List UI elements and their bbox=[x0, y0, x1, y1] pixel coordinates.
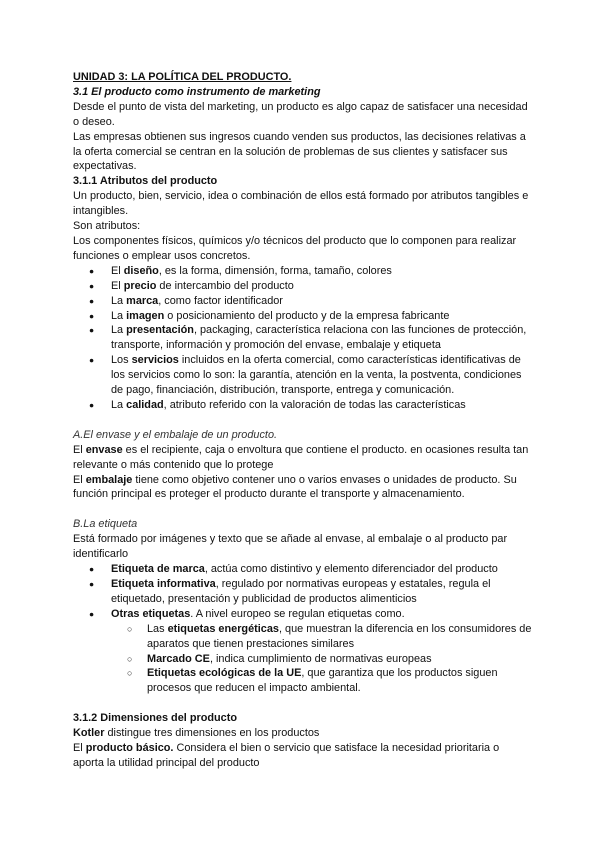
list-item: ● El precio de intercambio del producto bbox=[111, 279, 533, 294]
paragraph: Son atributos: bbox=[73, 220, 141, 233]
attributes-list bbox=[73, 264, 533, 413]
paragraph: El envase es el recipiente, caja o envoltura que contiene el producto. en ocasiones resulta tan relevante o más contenido que lo protege bbox=[73, 443, 529, 471]
list-item: ● Etiqueta de marca, actúa como distintivo y elemento diferenciador del producto bbox=[111, 562, 533, 577]
list-item: ● Etiqueta informativa, regulado por normativas europeas y estatales, regula el etiquetado, presentación y publicidad de productos alimenticios bbox=[111, 577, 533, 607]
section-b-heading: B.La etiqueta bbox=[73, 518, 138, 531]
paragraph: El embalaje tiene como objetivo contener uno o varios envases o unidades de producto. Su función principal es proteger el producto durante el transporte y almacenamiento. bbox=[73, 473, 517, 501]
list-item: ● Los servicios incluidos en la oferta comercial, como características identificativas de los servicios como lo son: la garantía, atención en la venta, la postventa, condiciones de pago, financiación, distribución, transporte, entrega y comunicación. bbox=[111, 353, 533, 398]
sub-list-item: ○ Etiquetas ecológicas de la UE, que garantiza que los productos siguen procesos que reducen el impacto ambiental. bbox=[147, 666, 533, 696]
section-3-1-1-heading: 3.1.1 Atributos del producto bbox=[73, 175, 218, 188]
document-page bbox=[73, 70, 533, 771]
sub-list-item: ○ Las etiquetas energéticas, que muestran la diferencia en los consumidores de aparatos que tienen prestaciones similares bbox=[147, 622, 533, 652]
list-item: ● El diseño, es la forma, dimensión, forma, tamaño, colores bbox=[111, 264, 533, 279]
labels-list bbox=[73, 562, 533, 696]
section-a-heading: A.El envase y el embalaje de un producto. bbox=[73, 428, 278, 441]
paragraph: Las empresas obtienen sus ingresos cuando venden sus productos, las decisiones relativas a la oferta comercial se centran en la solución de problemas de sus clientes y satisfacer sus expectativas. bbox=[73, 130, 526, 173]
list-item: ● La imagen o posicionamiento del producto y de la empresa fabricante bbox=[111, 309, 533, 324]
sub-list-item: ○ Marcado CE, indica cumplimiento de normativas europeas bbox=[147, 652, 533, 667]
other-labels-sublist bbox=[111, 622, 533, 697]
paragraph: Un producto, bien, servicio, idea o combinación de ellos está formado por atributos tangibles e intangibles. bbox=[73, 190, 529, 218]
list-item: ● La presentación, packaging, característica relaciona con las funciones de protección, transporte, información y promoción del envase, embalaje y etiqueta bbox=[111, 323, 533, 353]
paragraph: Kotler distingue tres dimensiones en los productos bbox=[73, 727, 320, 740]
section-3-1-2-heading: 3.1.2 Dimensiones del producto bbox=[73, 712, 238, 725]
list-item: ● La marca, como factor identificador bbox=[111, 294, 533, 309]
list-item: ● Otras etiquetas. A nivel europeo se regulan etiquetas como. ○ Las etiquetas energéticas, que muestran la diferencia en los consumidores de aparatos que tienen prestaciones similares ○ Marcado CE, indica cumplimiento de normativas europeas ○ Etiquetas ecológicas de la UE, que garantiza que los productos siguen procesos que reducen el impacto ambiental. bbox=[111, 607, 533, 696]
section-3-1-heading: 3.1 El producto como instrumento de marketing bbox=[73, 85, 321, 98]
paragraph: Desde el punto de vista del marketing, un producto es algo capaz de satisfacer una necesidad o deseo. bbox=[73, 100, 528, 128]
paragraph: Los componentes físicos, químicos y/o técnicos del producto que lo componen para realizar funciones o emplear usos concretos. bbox=[73, 234, 517, 262]
list-item: ● La calidad, atributo referido con la valoración de todas las características bbox=[111, 398, 533, 413]
paragraph: Está formado por imágenes y texto que se añade al envase, al embalaje o al producto par identificarlo bbox=[73, 533, 508, 561]
paragraph: El producto básico. Considera el bien o servicio que satisface la necesidad prioritaria o aporta la utilidad principal del producto bbox=[73, 742, 500, 769]
unit-title: UNIDAD 3: LA POLÍTICA DEL PRODUCTO. bbox=[73, 71, 292, 83]
